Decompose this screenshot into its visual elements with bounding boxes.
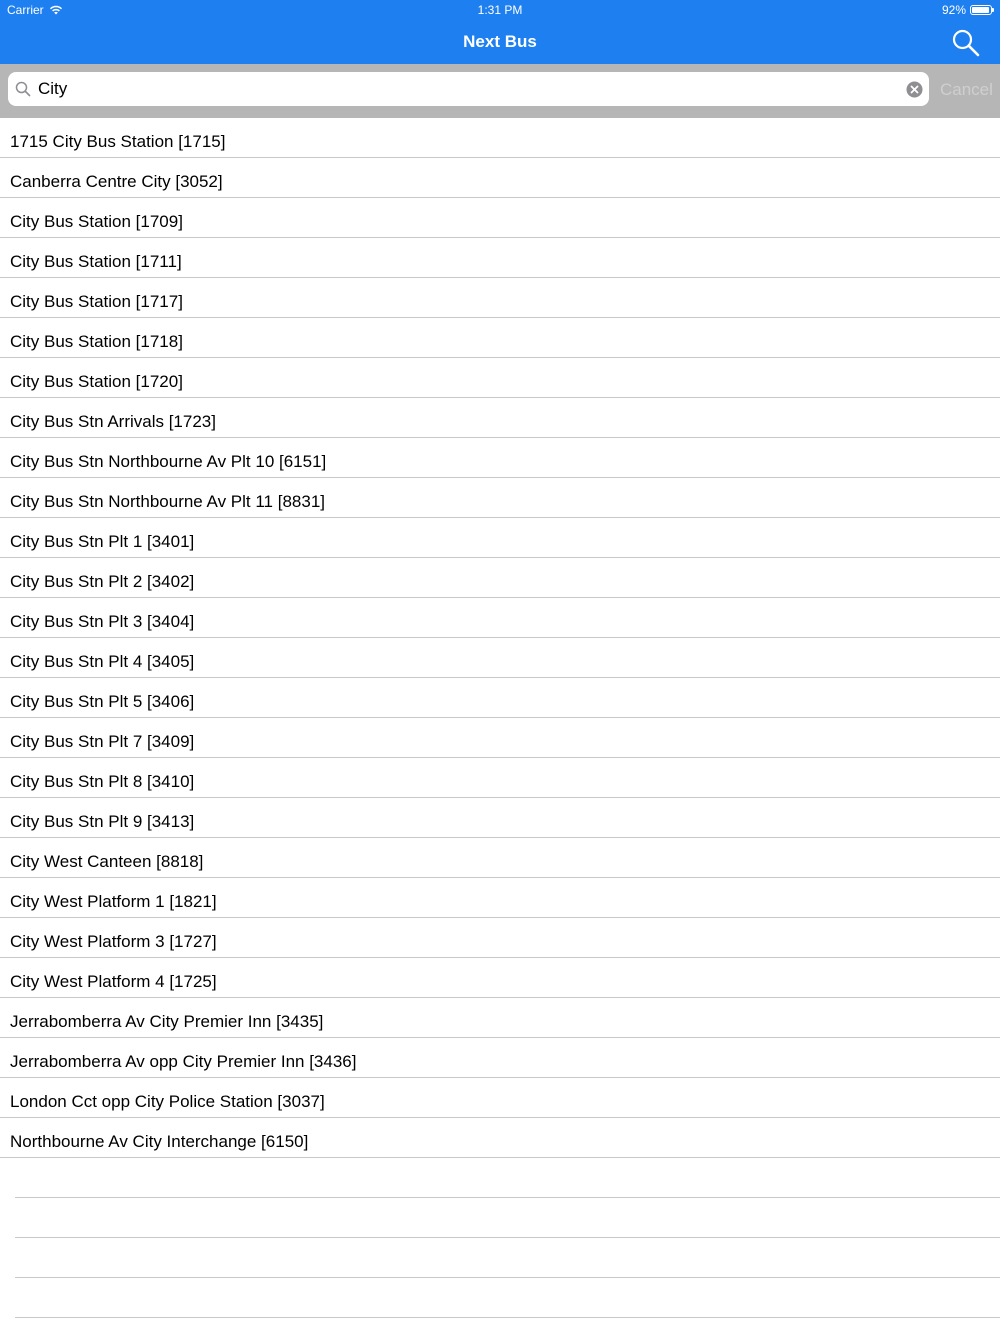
list-item[interactable] [0,278,1000,318]
list-item-label: City West Platform 1 [1821] [10,892,217,911]
search-input[interactable] [8,72,929,106]
page-title: Next Bus [463,32,537,51]
list-item[interactable] [0,678,1000,718]
list-item[interactable] [0,758,1000,798]
list-item[interactable] [0,318,1000,358]
list-item-label: City West Canteen [8818] [10,852,204,871]
list-item[interactable] [0,598,1000,638]
battery-status [942,3,992,17]
list-item-label: City Bus Station [1711] [10,252,182,271]
list-item-label: City West Platform 3 [1727] [10,932,217,951]
status-time: 1:31 PM [477,3,523,17]
empty-row [0,1158,1000,1198]
list-item-label: City Bus Stn Plt 1 [3401] [10,532,195,551]
empty-row [0,1238,1000,1278]
list-item[interactable] [0,478,1000,518]
list-item-label: City Bus Station [1720] [10,372,183,391]
list-item[interactable] [0,158,1000,198]
list-item-label: City West Platform 4 [1725] [10,972,217,991]
list-item[interactable] [0,1038,1000,1078]
list-item[interactable] [0,638,1000,678]
list-item[interactable] [0,958,1000,998]
list-item[interactable] [0,518,1000,558]
battery-percent: 92% [941,3,966,17]
list-item-label: 1715 City Bus Station [1715] [10,132,226,151]
magnifier-icon [15,81,31,97]
list-item-label: London Cct opp City Police Station [3037] [10,1092,325,1111]
results-list [0,118,1000,1318]
list-item[interactable] [0,1078,1000,1118]
list-item[interactable] [0,558,1000,598]
list-item-label: Jerrabomberra Av opp City Premier Inn [3436] [10,1052,357,1071]
cancel-button[interactable]: Cancel [940,80,993,99]
list-item[interactable] [0,198,1000,238]
list-item[interactable] [0,238,1000,278]
list-item[interactable] [0,918,1000,958]
search-bar [0,64,1000,118]
list-item-label: City Bus Stn Plt 5 [3406] [10,692,195,711]
list-item-label: City Bus Stn Plt 4 [3405] [10,652,195,671]
list-item-label: City Bus Stn Arrivals [1723] [10,412,216,431]
list-item-label: City Bus Stn Plt 3 [3404] [10,612,195,631]
list-item[interactable] [0,1118,1000,1158]
empty-row [0,1278,1000,1318]
list-item-label: City Bus Stn Plt 9 [3413] [10,812,195,831]
list-item[interactable] [0,718,1000,758]
list-item-label: City Bus Station [1709] [10,212,183,231]
carrier-label: Carrier [7,3,44,17]
list-item-label: City Bus Stn Northbourne Av Plt 11 [8831] [10,492,325,511]
list-item[interactable] [0,438,1000,478]
list-item[interactable] [0,998,1000,1038]
list-item-label: Canberra Centre City [3052] [10,172,223,191]
status-bar [0,0,1000,22]
list-item-label: City Bus Stn Northbourne Av Plt 10 [6151] [10,452,327,471]
list-item-label: Northbourne Av City Interchange [6150] [10,1132,309,1151]
list-item-label: City Bus Station [1717] [10,292,183,311]
list-item-label: City Bus Station [1718] [10,332,183,351]
search-input-value: City [38,79,68,98]
clear-icon[interactable] [906,81,923,98]
list-item-label: City Bus Stn Plt 8 [3410] [10,772,195,791]
empty-row [0,1198,1000,1238]
list-item[interactable] [0,838,1000,878]
search-icon[interactable] [950,27,982,59]
battery-icon [970,5,992,15]
list-item[interactable] [0,358,1000,398]
list-item[interactable] [0,398,1000,438]
list-item-label: Jerrabomberra Av City Premier Inn [3435] [10,1012,324,1031]
list-item-label: City Bus Stn Plt 2 [3402] [10,572,195,591]
list-item[interactable] [0,878,1000,918]
navigation-bar [0,22,1000,64]
list-item[interactable] [0,798,1000,838]
list-item-label: City Bus Stn Plt 7 [3409] [10,732,195,751]
list-item[interactable] [0,118,1000,158]
